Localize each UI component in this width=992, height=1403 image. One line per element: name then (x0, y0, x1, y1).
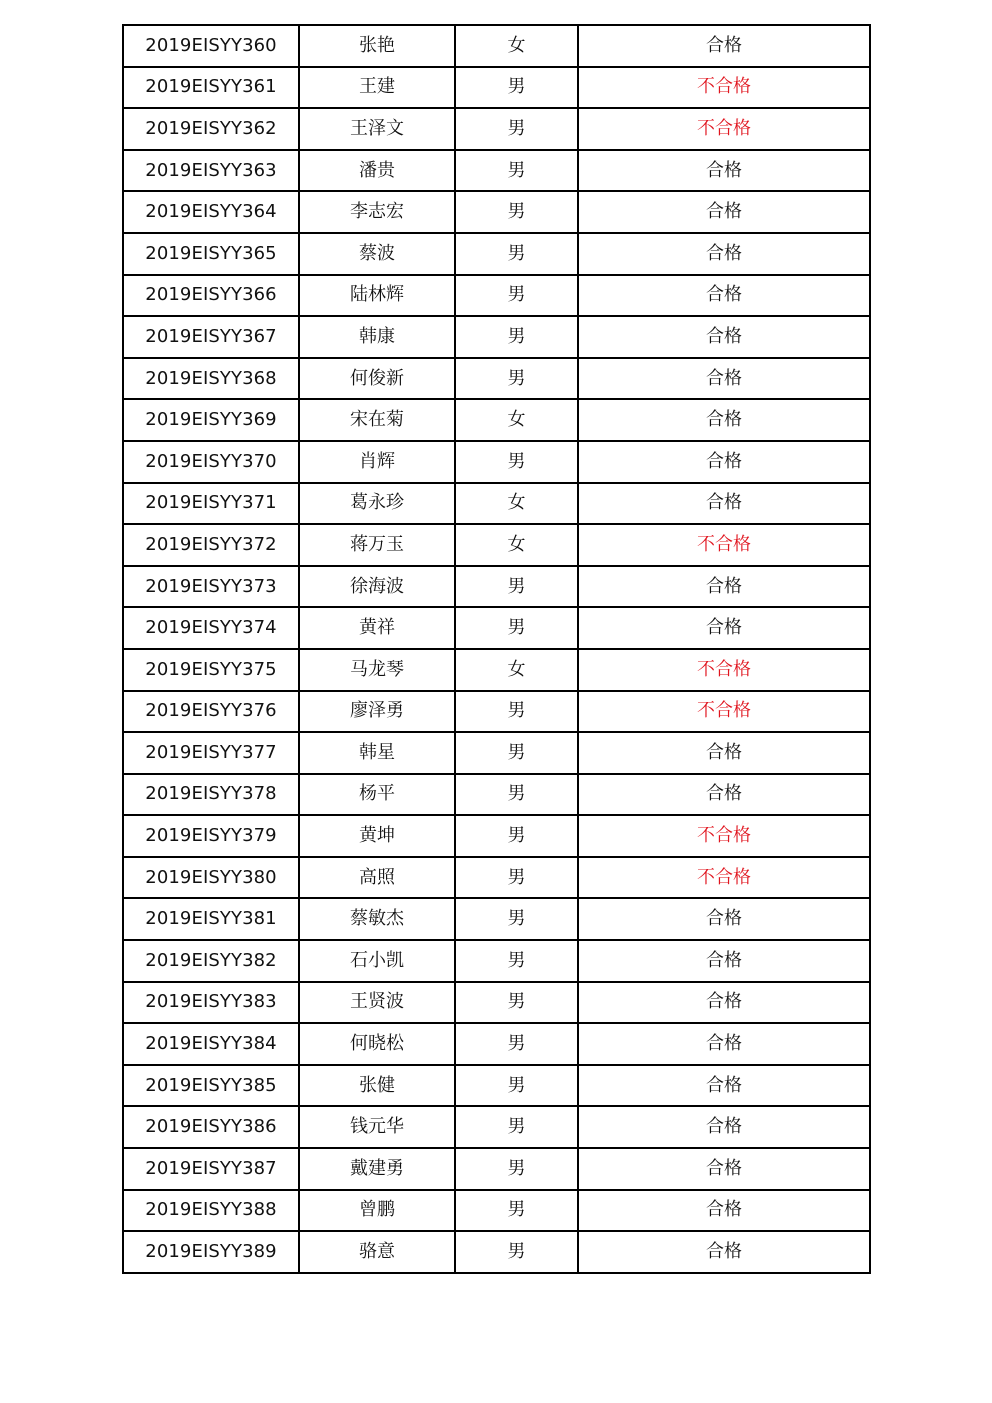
gender-cell: 男 (455, 607, 578, 649)
student-id-cell: 2019EISYY360 (123, 25, 299, 67)
student-id-cell: 2019EISYY388 (123, 1190, 299, 1232)
student-name-cell: 宋在菊 (299, 399, 455, 441)
result-cell: 合格 (578, 566, 870, 608)
table-row (123, 441, 870, 483)
gender-cell: 男 (455, 358, 578, 400)
results-table-body (123, 25, 870, 1273)
table-row (123, 358, 870, 400)
student-id-cell: 2019EISYY362 (123, 108, 299, 150)
result-cell: 合格 (578, 483, 870, 525)
student-name-cell: 黄祥 (299, 607, 455, 649)
student-name-cell: 王贤波 (299, 982, 455, 1024)
gender-cell: 男 (455, 982, 578, 1024)
table-row (123, 691, 870, 733)
table-row (123, 233, 870, 275)
student-name-cell: 陆林辉 (299, 275, 455, 317)
gender-cell: 男 (455, 1190, 578, 1232)
table-row (123, 732, 870, 774)
table-row (123, 25, 870, 67)
table-row (123, 483, 870, 525)
student-id-cell: 2019EISYY364 (123, 191, 299, 233)
result-cell: 合格 (578, 441, 870, 483)
gender-cell: 男 (455, 732, 578, 774)
result-cell: 不合格 (578, 815, 870, 857)
result-cell: 合格 (578, 1023, 870, 1065)
student-id-cell: 2019EISYY370 (123, 441, 299, 483)
gender-cell: 女 (455, 649, 578, 691)
table-row (123, 1065, 870, 1107)
gender-cell: 男 (455, 67, 578, 109)
table-row (123, 150, 870, 192)
student-name-cell: 高照 (299, 857, 455, 899)
result-cell: 合格 (578, 898, 870, 940)
result-cell: 合格 (578, 399, 870, 441)
student-id-cell: 2019EISYY373 (123, 566, 299, 608)
student-id-cell: 2019EISYY384 (123, 1023, 299, 1065)
student-name-cell: 石小凯 (299, 940, 455, 982)
gender-cell: 男 (455, 1148, 578, 1190)
student-name-cell: 蔡波 (299, 233, 455, 275)
student-name-cell: 徐海波 (299, 566, 455, 608)
result-cell: 合格 (578, 25, 870, 67)
gender-cell: 男 (455, 108, 578, 150)
result-cell: 合格 (578, 150, 870, 192)
result-cell: 合格 (578, 940, 870, 982)
result-cell: 不合格 (578, 691, 870, 733)
gender-cell: 男 (455, 774, 578, 816)
gender-cell: 男 (455, 815, 578, 857)
result-cell: 合格 (578, 607, 870, 649)
student-name-cell: 张艳 (299, 25, 455, 67)
result-cell: 不合格 (578, 524, 870, 566)
gender-cell: 男 (455, 1065, 578, 1107)
student-name-cell: 骆意 (299, 1231, 455, 1273)
result-cell: 合格 (578, 732, 870, 774)
gender-cell: 男 (455, 233, 578, 275)
student-name-cell: 何俊新 (299, 358, 455, 400)
table-row (123, 982, 870, 1024)
student-id-cell: 2019EISYY366 (123, 275, 299, 317)
student-id-cell: 2019EISYY377 (123, 732, 299, 774)
table-row (123, 774, 870, 816)
student-id-cell: 2019EISYY387 (123, 1148, 299, 1190)
student-id-cell: 2019EISYY374 (123, 607, 299, 649)
student-name-cell: 王建 (299, 67, 455, 109)
table-row (123, 857, 870, 899)
gender-cell: 女 (455, 524, 578, 566)
table-row (123, 1106, 870, 1148)
table-row (123, 524, 870, 566)
student-name-cell: 戴建勇 (299, 1148, 455, 1190)
student-name-cell: 蔡敏杰 (299, 898, 455, 940)
result-cell: 合格 (578, 358, 870, 400)
table-row (123, 67, 870, 109)
student-id-cell: 2019EISYY375 (123, 649, 299, 691)
result-cell: 合格 (578, 1106, 870, 1148)
student-id-cell: 2019EISYY386 (123, 1106, 299, 1148)
student-id-cell: 2019EISYY389 (123, 1231, 299, 1273)
student-name-cell: 韩康 (299, 316, 455, 358)
student-id-cell: 2019EISYY363 (123, 150, 299, 192)
result-cell: 不合格 (578, 649, 870, 691)
result-cell: 不合格 (578, 108, 870, 150)
student-name-cell: 廖泽勇 (299, 691, 455, 733)
gender-cell: 男 (455, 316, 578, 358)
student-id-cell: 2019EISYY380 (123, 857, 299, 899)
student-id-cell: 2019EISYY367 (123, 316, 299, 358)
student-id-cell: 2019EISYY378 (123, 774, 299, 816)
result-cell: 合格 (578, 1190, 870, 1232)
table-row (123, 1231, 870, 1273)
results-table (122, 24, 871, 1274)
student-name-cell: 黄坤 (299, 815, 455, 857)
table-row (123, 191, 870, 233)
student-id-cell: 2019EISYY382 (123, 940, 299, 982)
student-id-cell: 2019EISYY383 (123, 982, 299, 1024)
table-row (123, 566, 870, 608)
result-cell: 合格 (578, 233, 870, 275)
results-sheet (122, 24, 869, 1274)
table-row (123, 649, 870, 691)
student-name-cell: 潘贵 (299, 150, 455, 192)
gender-cell: 男 (455, 691, 578, 733)
result-cell: 合格 (578, 316, 870, 358)
student-name-cell: 杨平 (299, 774, 455, 816)
result-cell: 合格 (578, 1065, 870, 1107)
student-id-cell: 2019EISYY385 (123, 1065, 299, 1107)
table-row (123, 1148, 870, 1190)
table-row (123, 898, 870, 940)
gender-cell: 男 (455, 275, 578, 317)
student-id-cell: 2019EISYY365 (123, 233, 299, 275)
student-id-cell: 2019EISYY381 (123, 898, 299, 940)
gender-cell: 女 (455, 483, 578, 525)
student-name-cell: 曾鹏 (299, 1190, 455, 1232)
gender-cell: 男 (455, 1231, 578, 1273)
student-name-cell: 何晓松 (299, 1023, 455, 1065)
table-row (123, 1190, 870, 1232)
gender-cell: 女 (455, 25, 578, 67)
student-id-cell: 2019EISYY379 (123, 815, 299, 857)
gender-cell: 男 (455, 857, 578, 899)
student-name-cell: 张健 (299, 1065, 455, 1107)
student-id-cell: 2019EISYY368 (123, 358, 299, 400)
table-row (123, 316, 870, 358)
gender-cell: 男 (455, 940, 578, 982)
gender-cell: 男 (455, 1106, 578, 1148)
table-row (123, 940, 870, 982)
student-id-cell: 2019EISYY369 (123, 399, 299, 441)
table-row (123, 275, 870, 317)
student-id-cell: 2019EISYY376 (123, 691, 299, 733)
gender-cell: 男 (455, 441, 578, 483)
table-row (123, 1023, 870, 1065)
table-row (123, 607, 870, 649)
table-row (123, 108, 870, 150)
result-cell: 不合格 (578, 67, 870, 109)
gender-cell: 男 (455, 150, 578, 192)
gender-cell: 男 (455, 566, 578, 608)
result-cell: 合格 (578, 191, 870, 233)
student-name-cell: 葛永珍 (299, 483, 455, 525)
student-name-cell: 韩星 (299, 732, 455, 774)
student-name-cell: 钱元华 (299, 1106, 455, 1148)
gender-cell: 男 (455, 1023, 578, 1065)
result-cell: 合格 (578, 275, 870, 317)
gender-cell: 男 (455, 898, 578, 940)
student-name-cell: 肖辉 (299, 441, 455, 483)
table-row (123, 399, 870, 441)
student-name-cell: 王泽文 (299, 108, 455, 150)
gender-cell: 女 (455, 399, 578, 441)
student-id-cell: 2019EISYY371 (123, 483, 299, 525)
result-cell: 合格 (578, 774, 870, 816)
student-name-cell: 马龙琴 (299, 649, 455, 691)
result-cell: 合格 (578, 1231, 870, 1273)
student-id-cell: 2019EISYY361 (123, 67, 299, 109)
result-cell: 合格 (578, 982, 870, 1024)
result-cell: 不合格 (578, 857, 870, 899)
student-id-cell: 2019EISYY372 (123, 524, 299, 566)
student-name-cell: 蒋万玉 (299, 524, 455, 566)
gender-cell: 男 (455, 191, 578, 233)
table-row (123, 815, 870, 857)
student-name-cell: 李志宏 (299, 191, 455, 233)
result-cell: 合格 (578, 1148, 870, 1190)
